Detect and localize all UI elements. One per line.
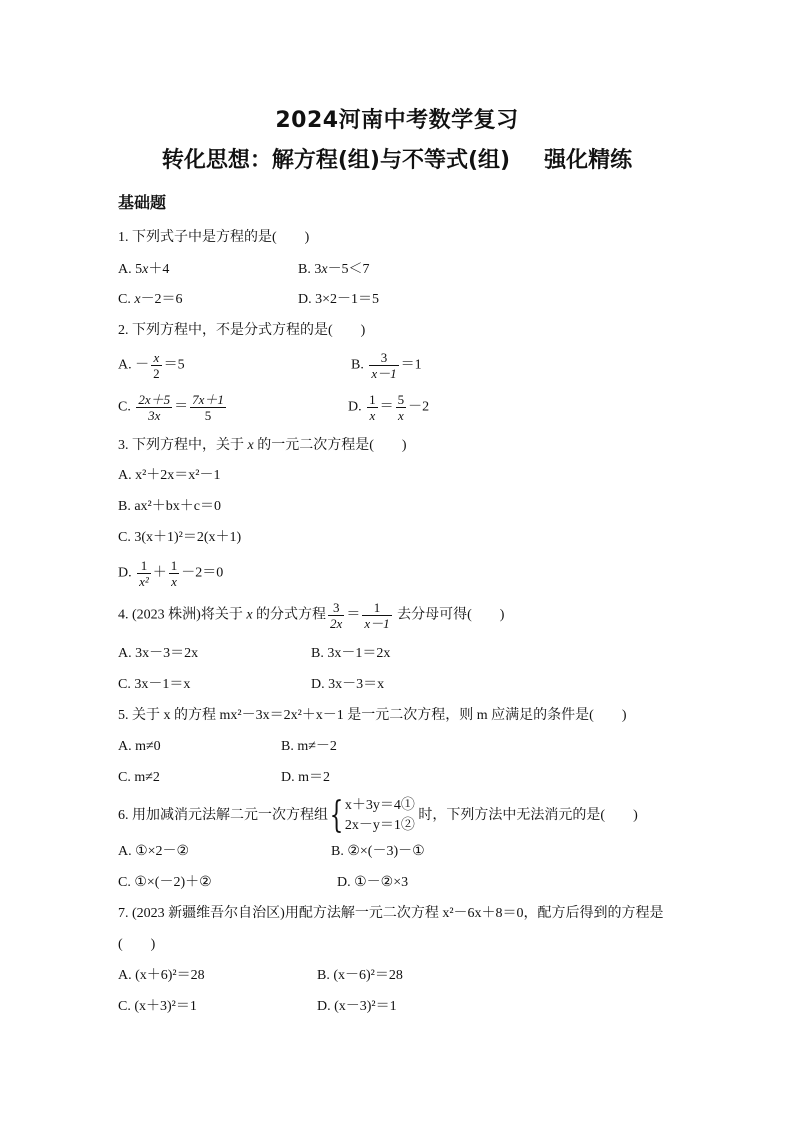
question-3-stem: 3. 下列方程中，关于 x 的一元二次方程是( ) (118, 438, 407, 453)
question-7-option-c: C. (x＋3)²＝1 (118, 999, 197, 1014)
question-7-option-a: A. (x＋6)²＝28 (118, 968, 205, 983)
question-3-option-a: A. x²＋2x＝x²－1 (118, 468, 221, 483)
question-2-stem: 2. 下列方程中，不是分式方程的是( ) (118, 323, 366, 338)
question-5-option-c: C. m≠2 (118, 770, 160, 785)
question-3-option-c: C. 3(x＋1)²＝2(x＋1) (118, 530, 242, 545)
question-7-option-d: D. (x－3)²＝1 (317, 999, 397, 1014)
question-2-option-c: C. $\frac{2x+5}{3x}$ ＝ $\frac{7x+1}{5}$ (118, 392, 224, 423)
question-5-stem: 5. 关于 x 的方程 mx²－3x＝2x²＋x－1 是一元二次方程，则 m 应满足的条件是( ) (118, 708, 627, 723)
question-7-option-b: B. (x－6)²＝28 (317, 968, 403, 983)
question-2-option-b: B. $\frac{3}{x-1}$ ＝1 (351, 350, 422, 381)
question-4-option-d: D. 3x－3＝x (311, 677, 385, 692)
question-3-option-b: B. ax²＋bx＋c＝0 (118, 499, 221, 514)
question-6-option-c: C. ①×(－2)＋② (118, 875, 212, 890)
question-4-option-b: B. 3x－1＝2x (311, 646, 391, 661)
question-1-stem: 1. 下列式子中是方程的是( ) (118, 230, 310, 245)
subtitle-tag: 强化精练 (544, 148, 633, 173)
subtitle-main: 转化思想：解方程(组)与不等式(组) (161, 148, 511, 173)
question-7-stem-continued: ( ) (118, 937, 156, 952)
question-6-option-a: A. ①×2－② (118, 844, 190, 859)
question-4-option-c: C. 3x－1＝x (118, 677, 191, 692)
question-4-option-a: A. 3x－3＝2x (118, 646, 199, 661)
question-1-option-c: C. x－2＝6 (118, 292, 183, 307)
question-6-stem: 6. 用加减消元法解二元一次方程组{ x＋3y＝4① 2x－y＝1② 时，下列方法中无法消元的是( ) (118, 795, 638, 836)
question-6-option-b: B. ②×(－3)－① (331, 844, 425, 859)
question-2-option-a: A. － $\frac{x}{2}$ ＝5 (118, 350, 185, 381)
question-5-option-b: B. m≠－2 (281, 739, 337, 754)
question-2-option-d: D. $\frac{1}{x}$ ＝ $\frac{5}{x}$ －2 (348, 392, 430, 423)
question-1-option-d: D. 3×2－1＝5 (298, 292, 380, 307)
question-5-option-d: D. m＝2 (281, 770, 330, 785)
question-1-option-a: A. 5x＋4 (118, 262, 170, 277)
section-heading: 基础题 (118, 193, 167, 212)
question-4-stem: 4. (2023 株洲)将关于 x 的分式方程 $\frac{3}{2x}$ ＝ $\frac{1}{x-1}$ 去分母可得( ) (118, 600, 505, 631)
question-6-option-d: D. ①－②×3 (337, 875, 409, 890)
question-5-option-a: A. m≠0 (118, 739, 161, 754)
question-7-stem: 7. (2023 新疆维吾尔自治区)用配方法解一元二次方程 x²－6x＋8＝0，配方后得到的方程是 (118, 906, 664, 921)
question-3-option-d: D. $\frac{1}{\text{x²}}$ ＋ $\frac{1}{x}$ －2＝0 (118, 558, 224, 589)
question-1-option-b: B. 3x－5＜7 (298, 262, 370, 277)
page-title: 2024河南中考数学复习 (275, 108, 519, 133)
page-subtitle (0, 143, 794, 174)
